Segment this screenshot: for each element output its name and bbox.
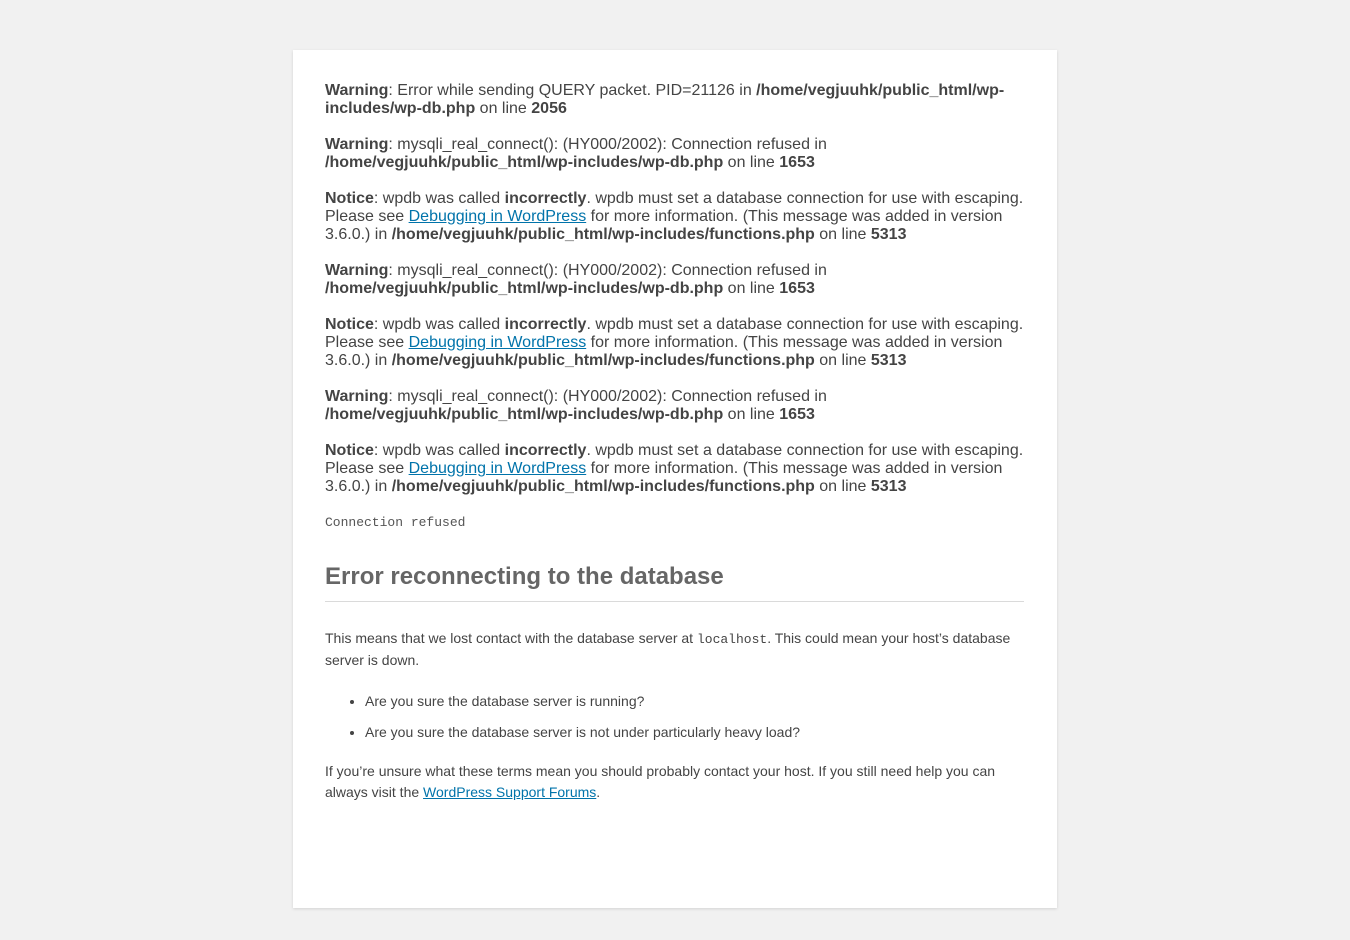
message-level: Warning bbox=[325, 262, 389, 279]
message-level: Warning bbox=[325, 136, 389, 153]
file-path: /home/vegjuuhk/public_html/wp-includes/wp-db.php bbox=[325, 280, 724, 297]
php-notice-message: Notice: wpdb was called incorrectly. wpdb must set a database connection for use with escaping. Please see Debugging in WordPress for more information. (This message was added in version 3.6.0.) in /home/vegjuuhk/public_html/wp-includes/functions.php on line 5313 bbox=[325, 442, 1024, 495]
line-number: 1653 bbox=[779, 406, 815, 423]
checklist bbox=[325, 691, 1025, 743]
file-path: /home/vegjuuhk/public_html/wp-includes/wp-db.php bbox=[325, 82, 1005, 117]
file-path: /home/vegjuuhk/public_html/wp-includes/functions.php bbox=[391, 226, 815, 243]
line-number: 5313 bbox=[870, 226, 907, 243]
php-warning-message: Warning: mysqli_real_connect(): (HY000/2002): Connection refused in /home/vegjuuhk/public_html/wp-includes/wp-db.php on line 1653 bbox=[325, 136, 827, 171]
line-number: 5313 bbox=[870, 478, 907, 495]
intro-paragraph: This means that we lost contact with the database server at localhost. This could mean your host’s database server is down. bbox=[325, 630, 1011, 668]
debugging-in-wordpress-link[interactable]: Debugging in WordPress bbox=[408, 460, 587, 477]
file-path: /home/vegjuuhk/public_html/wp-includes/functions.php bbox=[391, 352, 815, 369]
message-level: Warning bbox=[325, 388, 389, 405]
list-item: • Are you sure the database server is running? bbox=[365, 691, 1025, 712]
help-paragraph: If you’re unsure what these terms mean you should probably contact your host. If you still need help you can always visit the WordPress Support Forums. bbox=[325, 763, 996, 800]
line-number: 1653 bbox=[779, 154, 815, 171]
page-title: Error reconnecting to the database bbox=[325, 562, 1024, 602]
wordpress-support-forums-link[interactable]: WordPress Support Forums bbox=[423, 784, 597, 800]
debugging-in-wordpress-link[interactable]: Debugging in WordPress bbox=[408, 334, 587, 351]
debugging-in-wordpress-link[interactable]: Debugging in WordPress bbox=[408, 208, 587, 225]
message-level: Warning bbox=[325, 82, 389, 99]
line-number: 5313 bbox=[870, 352, 907, 369]
php-warning-message: Warning: mysqli_real_connect(): (HY000/2002): Connection refused in /home/vegjuuhk/public_html/wp-includes/wp-db.php on line 1653 bbox=[325, 388, 827, 423]
line-number: 2056 bbox=[531, 100, 567, 117]
line-number: 1653 bbox=[779, 280, 815, 297]
message-level: Notice bbox=[325, 190, 374, 207]
php-notice-message: Notice: wpdb was called incorrectly. wpdb must set a database connection for use with escaping. Please see Debugging in WordPress for more information. (This message was added in version 3.6.0.) in /home/vegjuuhk/public_html/wp-includes/functions.php on line 5313 bbox=[325, 190, 1024, 243]
file-path: /home/vegjuuhk/public_html/wp-includes/functions.php bbox=[391, 478, 815, 495]
message-level: Notice bbox=[325, 442, 374, 459]
message-level: Notice bbox=[325, 316, 374, 333]
php-warning-message: Warning: Error while sending QUERY packet. PID=21126 in /home/vegjuuhk/public_html/wp-includes/wp-db.php on line 2056 bbox=[325, 82, 1005, 117]
file-path: /home/vegjuuhk/public_html/wp-includes/wp-db.php bbox=[325, 406, 724, 423]
list-item: • Are you sure the database server is not under particularly heavy load? bbox=[365, 722, 1025, 743]
error-page-panel bbox=[293, 50, 1057, 908]
database-host: localhost bbox=[696, 632, 768, 647]
connection-refused-text: Connection refused bbox=[325, 515, 466, 530]
php-warning-message: Warning: mysqli_real_connect(): (HY000/2002): Connection refused in /home/vegjuuhk/public_html/wp-includes/wp-db.php on line 1653 bbox=[325, 262, 827, 297]
file-path: /home/vegjuuhk/public_html/wp-includes/wp-db.php bbox=[325, 154, 724, 171]
php-notice-message: Notice: wpdb was called incorrectly. wpdb must set a database connection for use with escaping. Please see Debugging in WordPress for more information. (This message was added in version 3.6.0.) in /home/vegjuuhk/public_html/wp-includes/functions.php on line 5313 bbox=[325, 316, 1024, 369]
